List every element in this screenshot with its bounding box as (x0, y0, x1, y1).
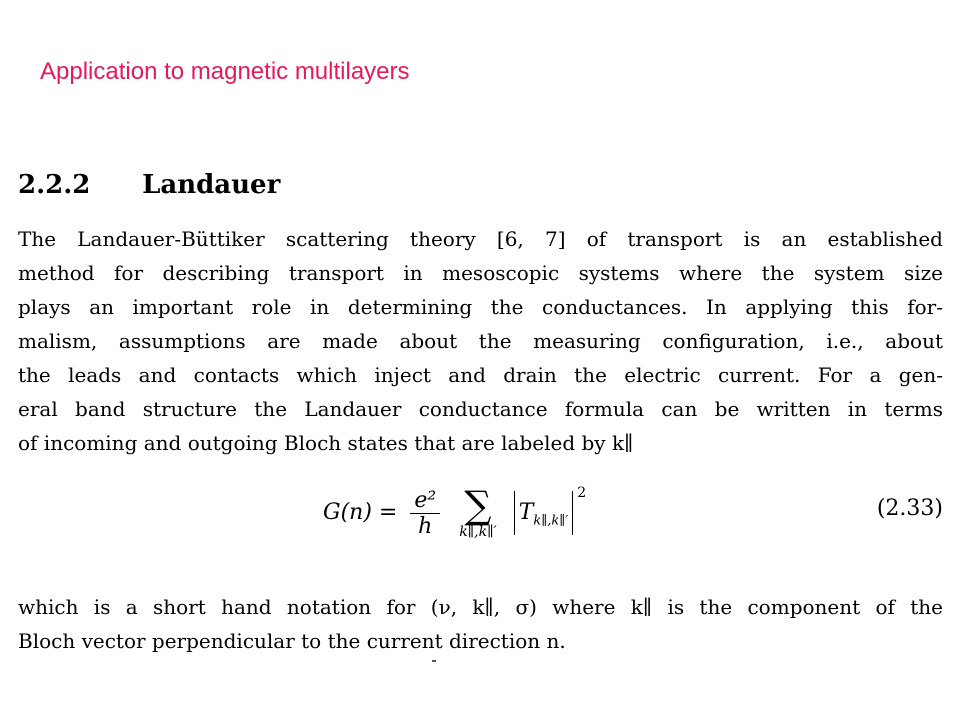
abs-bar-left (514, 491, 515, 535)
equation-fraction (410, 488, 440, 539)
paragraph-line: The Landauer-Büttiker scattering theory [6, 7] of transport is an established (18, 227, 943, 251)
paragraph-line: plays an important role in determining the conductances. In applying this for- (18, 295, 943, 319)
section-heading (18, 170, 943, 200)
equation-lhs: G(n) = (323, 500, 398, 525)
fraction-denominator: h (418, 513, 433, 539)
sigma-symbol: ∑ (464, 483, 492, 527)
transmission-subscript: k∥,k∥′ (533, 513, 569, 529)
fraction-numerator: e² (410, 488, 440, 514)
paragraph-1 (18, 222, 943, 460)
paragraph-line: which is a short hand notation for (ν, k∥, σ) where k∥ is the component of the (18, 595, 943, 619)
equation-2-33 (18, 476, 943, 576)
slide-title: Application to magnetic multilayers (40, 58, 410, 85)
paragraph-line: the leads and contacts which inject and drain the electric current. For a gen- (18, 363, 943, 387)
equation-number: (2.33) (876, 496, 943, 521)
paper-excerpt (18, 170, 943, 658)
paragraph-line: Bloch vector perpendicular to the current direction n. (18, 629, 566, 653)
paragraph-line: eral band structure the Landauer conductance formula can be written in terms (18, 397, 943, 421)
summation (459, 483, 497, 540)
stray-mark (432, 660, 436, 662)
equation-body (323, 483, 587, 540)
absolute-value (510, 485, 587, 535)
summation-subscript: k∥,k∥′ (459, 524, 497, 540)
paragraph-line: of incoming and outgoing Bloch states that are labeled by k∥ (18, 431, 634, 455)
exponent: 2 (577, 485, 587, 501)
paragraph-2 (18, 590, 943, 658)
section-number: 2.2.2 (18, 170, 91, 200)
transmission-term: T (518, 500, 534, 525)
paragraph-line: malism, assumptions are made about the measuring configuration, i.e., about (18, 329, 943, 353)
paragraph-line: method for describing transport in mesoscopic systems where the system size (18, 261, 943, 285)
section-title: Landauer (142, 170, 281, 200)
abs-bar-right (572, 491, 573, 535)
